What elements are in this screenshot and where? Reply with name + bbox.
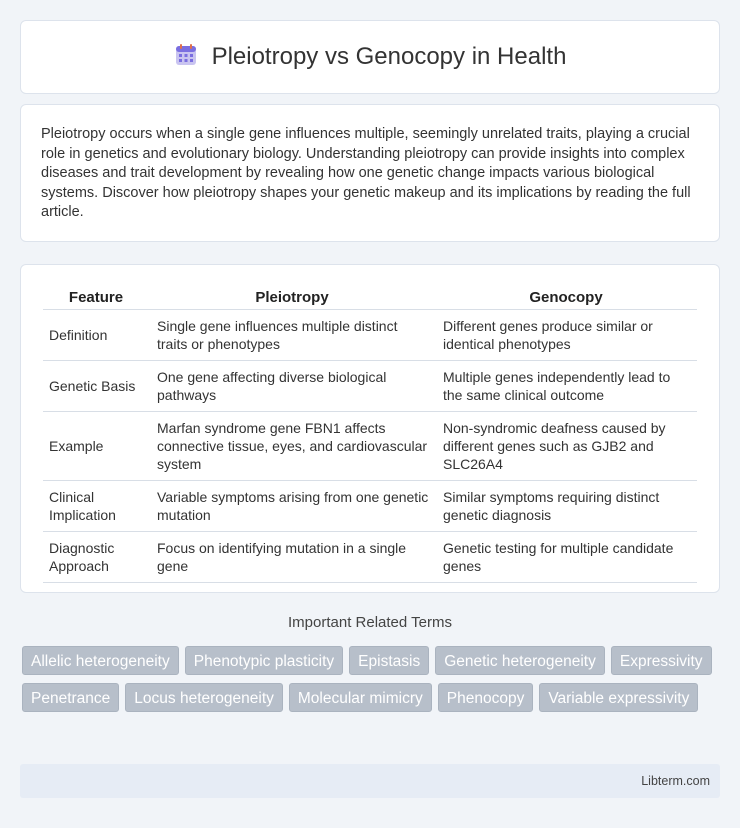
related-term-tag[interactable]: Expressivity [611,646,712,675]
header-feature: Feature [43,287,149,310]
footer [20,764,720,798]
genocopy-cell: Multiple genes independently lead to the same clinical outcome [435,361,697,412]
calendar-icon [174,43,198,72]
genocopy-cell: Similar symptoms requiring distinct genetic diagnosis [435,481,697,532]
genocopy-cell: Non-syndromic deafness caused by different genes such as GJB2 and SLC26A4 [435,412,697,481]
pleiotropy-cell: Focus on identifying mutation in a single gene [149,532,435,583]
page-title: Pleiotropy vs Genocopy in Health [211,43,567,70]
pleiotropy-cell: Single gene influences multiple distinct traits or phenotypes [149,310,435,361]
related-terms-title: Important Related Terms [288,614,452,631]
table-row [43,532,697,583]
related-term-tag[interactable]: Genetic heterogeneity [435,646,605,675]
pleiotropy-cell: One gene affecting diverse biological pathways [149,361,435,412]
feature-cell: Clinical Implication [43,481,149,532]
pleiotropy-cell: Variable symptoms arising from one genetic mutation [149,481,435,532]
pleiotropy-cell: Marfan syndrome gene FBN1 affects connective tissue, eyes, and cardiovascular system [149,412,435,481]
related-term-tag[interactable]: Penetrance [22,683,119,712]
comparison-table [43,287,697,583]
genocopy-cell: Genetic testing for multiple candidate genes [435,532,697,583]
table-row [43,481,697,532]
genocopy-cell: Different genes produce similar or identical phenotypes [435,310,697,361]
header-card [20,20,720,94]
feature-cell: Diagnostic Approach [43,532,149,583]
table-row [43,361,697,412]
intro-card [20,104,720,242]
header-pleiotropy: Pleiotropy [149,287,435,310]
related-term-tag[interactable]: Variable expressivity [539,683,698,712]
table-row [43,412,697,481]
header-genocopy: Genocopy [435,287,697,310]
feature-cell: Genetic Basis [43,361,149,412]
related-term-tag[interactable]: Allelic heterogeneity [22,646,179,675]
table-row [43,310,697,361]
table-header-row [43,287,697,310]
footer-site-link[interactable]: Libterm.com [641,774,710,788]
related-terms-list [22,646,722,712]
related-term-tag[interactable]: Molecular mimicry [289,683,432,712]
feature-cell: Definition [43,310,149,361]
intro-text: Pleiotropy occurs when a single gene influences multiple, seemingly unrelated traits, playing a crucial role in genetics and evolutionary biology. Understanding pleiotropy can provide insights into complex diseases and trait development by revealing how one genetic change impacts various biological systems. Discover how pleiotropy shapes your genetic makeup and its implications by reading the full article. [41,126,691,220]
related-term-tag[interactable]: Locus heterogeneity [125,683,283,712]
related-term-tag[interactable]: Epistasis [349,646,429,675]
feature-cell: Example [43,412,149,481]
related-term-tag[interactable]: Phenocopy [438,683,534,712]
comparison-card [20,264,720,593]
related-term-tag[interactable]: Phenotypic plasticity [185,646,343,675]
